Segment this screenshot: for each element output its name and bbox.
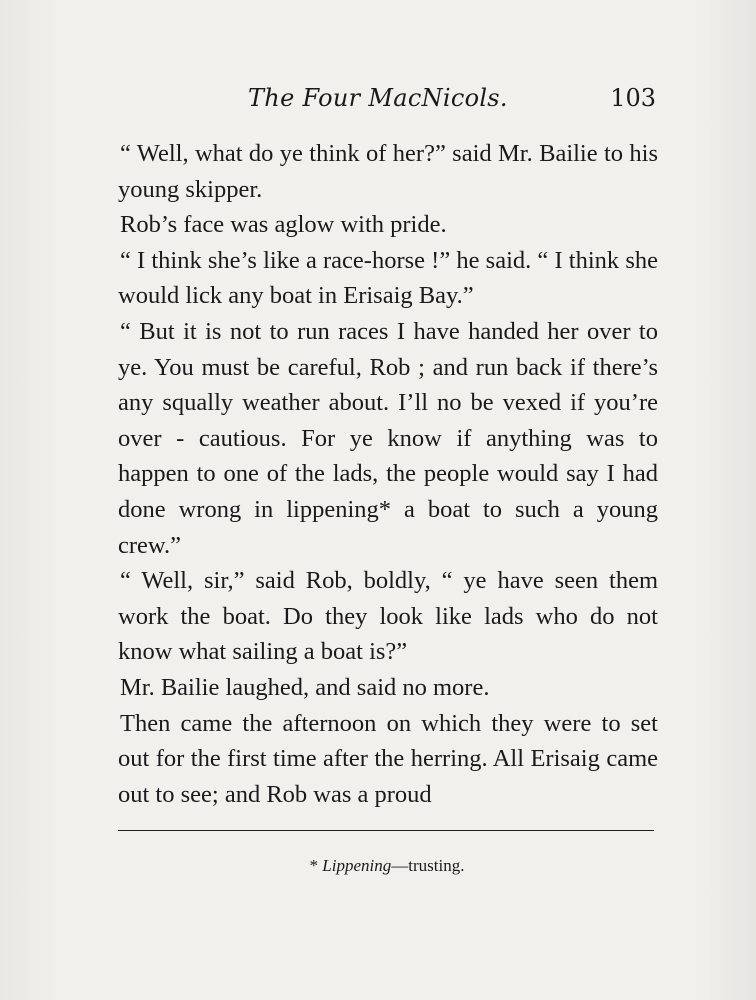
- page-number: 103: [610, 84, 656, 112]
- footnote: [118, 856, 656, 876]
- paragraph: Then came the afternoon on which they were to set out for the first time after the herring. All Erisaig came out to see; and Rob was a proud: [118, 709, 658, 808]
- running-title: The Four MacNicols.: [248, 84, 508, 112]
- paragraph: “ But it is not to run races I have handed her over to ye. You must be careful, Rob ; and run back if there’s any squally weather about. I’ll no be vexed if you’re over - cautious. For ye know if anything was to happen to one of the lads, the people would say I had done wrong in lippening* a boat to such a young crew.”: [118, 317, 658, 559]
- paragraph: “ Well, what do ye think of her?” said Mr. Bailie to his young skipper.: [118, 140, 658, 203]
- paragraph: “ Well, sir,” said Rob, boldly, “ ye have seen them work the boat. Do they look like lads who do not know what sailing a boat is?”: [118, 567, 658, 666]
- body-text: [118, 136, 658, 812]
- footnote-definition: —trusting.: [391, 856, 465, 875]
- paragraph: “ I think she’s like a race-horse !” he said. “ I think she would lick any boat in Erisaig Bay.”: [118, 246, 658, 310]
- paragraph: Mr. Bailie laughed, and said no more.: [120, 673, 490, 701]
- paragraph: Rob’s face was aglow with pride.: [120, 211, 447, 239]
- footnote-term: Lippening: [322, 856, 392, 875]
- footnote-divider: [118, 830, 654, 831]
- page-header: [118, 84, 656, 118]
- footnote-marker: *: [309, 856, 323, 875]
